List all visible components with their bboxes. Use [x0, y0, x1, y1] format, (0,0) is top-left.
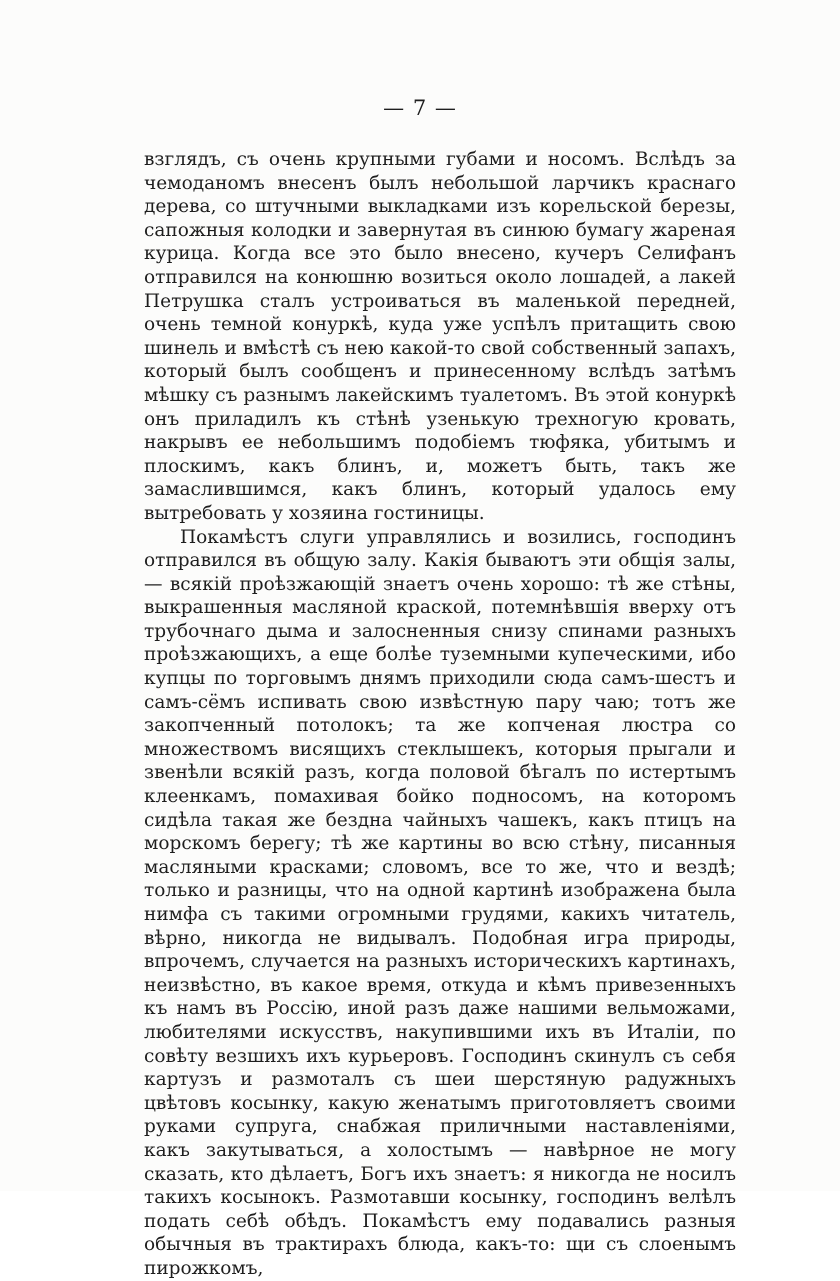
- page-number: — 7 —: [383, 96, 457, 120]
- body-text: [144, 148, 736, 1281]
- paragraph-continued: взглядъ, съ очень крупными губами и носомъ. Вслѣдъ за чемоданомъ внесенъ былъ небольшой ларчикъ краснаго дерева, со штучными выкладками изъ корельской березы, сапожныя колодки и завернутая въ синюю бумагу жареная курица. Когда все это было внесено, кучеръ Селифанъ отправился на конюшню возиться около лошадей, а лакей Петрушка сталъ устроиваться въ маленькой передней, очень темной конуркѣ, куда уже успѣлъ притащить свою шинель и вмѣстѣ съ нею какой-то свой собственный запахъ, который былъ сообщенъ и принесенному вслѣдъ затѣмъ мѣшку съ разнымъ лакейскимъ туалетомъ. Въ этой конуркѣ онъ приладилъ къ стѣнѣ узенькую трехногую кровать, накрывъ ее небольшимъ подобіемъ тюфяка, убитымъ и плоскимъ, какъ блинъ, и, можетъ быть, такъ же замаслившимся, какъ блинъ, который удалось ему вытребовать у хозяина гостиницы.: [144, 149, 736, 524]
- paragraph: Покамѣстъ слуги управлялись и возились, господинъ отправился въ общую залу. Какія бываютъ эти общія залы, — всякій проѣзжающій знаетъ очень хорошо: тѣ же стѣны, выкрашенныя масляной краской, потемнѣвшія вверху отъ трубочнаго дыма и залосненныя снизу спинами разныхъ проѣзжающихъ, а еще болѣе туземными купеческими, ибо купцы по торговымъ днямъ приходили сюда самъ-шестъ и самъ-сёмъ испивать свою извѣстную пару чаю; тотъ же закопченный потолокъ; та же копченая люстра со множествомъ висящихъ стеклышекъ, которыя прыгали и звенѣли всякій разъ, когда половой бѣгалъ по истертымъ клеенкамъ, помахивая бойко подносомъ, на которомъ сидѣла такая же бездна чайныхъ чашекъ, какъ птицъ на морскомъ берегу; тѣ же картины во всю стѣну, писанныя масляными красками; словомъ, все то же, что и вездѣ; только и разницы, что на одной картинѣ изображена была нимфа съ такими огромными грудями, какихъ читатель, вѣрно, никогда не видывалъ. Подобная игра природы, впрочемъ, случается на разныхъ историческихъ картинахъ, неизвѣстно, въ какое время, откуда и кѣмъ привезенныхъ къ намъ въ Россію, иной разъ даже нашими вельможами, любителями искусствъ, накупившими ихъ въ Италіи, по совѣту везшихъ ихъ курьеровъ. Господинъ скинулъ съ себя картузъ и размоталъ съ шеи шерстяную радужныхъ цвѣтовъ косынку, какую женатымъ приготовляетъ своими руками супруга, снабжая приличными наставленіями, какъ закутываться, а холостымъ — навѣрное не могу сказать, кто дѣлаетъ, Богъ ихъ знаетъ: я никогда не носилъ такихъ косынокъ. Размотавши косынку, господинъ велѣлъ подать себѣ обѣдъ. Покамѣстъ ему подавались разныя обычныя въ трактирахъ блюда, какъ-то: щи съ слоенымъ пирожкомъ,: [144, 526, 736, 1279]
